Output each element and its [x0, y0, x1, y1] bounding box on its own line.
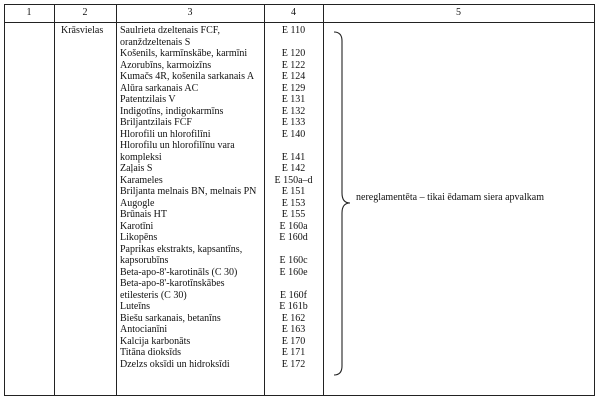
additive-name: oranždzeltenais S [120, 36, 191, 48]
e-code [264, 244, 323, 256]
usage-note: nereglamentēta – tikai ēdamam siera apvalkam [356, 192, 544, 203]
e-code: E 155 [281, 209, 306, 220]
right-brace-icon [332, 31, 352, 376]
additive-name: Patentzilais V [120, 94, 176, 105]
additive-name: Beta-apo-8'-karotināls (C 30) [120, 266, 238, 278]
additive-name: Hlorofilu un hlorofilīnu vara [120, 140, 235, 151]
e-code: E 140 [281, 128, 306, 140]
additive-name: Košenils, karmīnskābe, karmīni [120, 48, 248, 59]
additive-name: Zaļais S [120, 163, 153, 174]
e-code: E 160a [279, 220, 308, 232]
e-code: E 171 [281, 347, 306, 358]
e-code: E 162 [281, 312, 306, 324]
additive-name: Karotīni [120, 220, 154, 232]
header-col-4: 4 [291, 7, 296, 18]
additive-name: kompleksi [120, 151, 162, 163]
additive-name: Karameles [120, 174, 163, 186]
col-border-1 [54, 4, 55, 396]
e-code: E 120 [281, 48, 306, 59]
e-code [264, 278, 323, 290]
header-col-5: 5 [456, 7, 461, 18]
e-code: E 172 [281, 358, 306, 370]
e-code: E 110 [281, 25, 306, 36]
e-code: E 160d [279, 232, 308, 243]
col-border-5 [594, 4, 595, 396]
additive-name: Beta-apo-8'-karotīnskābes [120, 278, 225, 289]
e-code: E 170 [281, 335, 306, 347]
e-code: E 129 [281, 82, 306, 94]
additive-name: Saulrieta dzeltenais FCF, [120, 25, 221, 36]
e-code: E 153 [281, 197, 306, 209]
col-border-2 [116, 4, 117, 396]
e-code [264, 140, 323, 152]
e-code: E 151 [281, 186, 306, 197]
additive-name: Augogle [120, 197, 155, 209]
header-col-3: 3 [187, 7, 193, 18]
e-code: E 160c [279, 255, 308, 266]
header-col-2: 2 [82, 7, 88, 18]
e-code: E 122 [281, 59, 306, 71]
additive-name: Briljanta melnais BN, melnais PN [120, 186, 257, 197]
e-code: E 141 [281, 151, 306, 163]
category-label: Krāsvielas [61, 25, 104, 36]
additive-name: Biešu sarkanais, betanīns [120, 312, 221, 324]
additive-name: etilesteris (C 30) [120, 289, 187, 301]
additive-name: Azorubīns, karmoizīns [120, 59, 212, 71]
additive-name: Brūnais HT [120, 209, 167, 220]
additive-names [120, 25, 256, 370]
e-code: E 124 [281, 71, 306, 82]
e-code: E 133 [281, 117, 306, 128]
e-code: E 160f [280, 289, 307, 301]
additive-name: Briljantzilais FCF [120, 117, 192, 128]
e-code: E 142 [281, 163, 306, 174]
additive-name: Indigotīns, indigokarmīns [120, 105, 224, 117]
e-code: E 160e [279, 266, 308, 278]
col-border-0 [4, 4, 5, 396]
additives-table [4, 4, 595, 396]
table-top-border [4, 4, 595, 5]
header-col-1: 1 [26, 7, 32, 18]
additive-name: Likopēns [120, 232, 158, 243]
additive-name: Dzelzs oksīdi un hidroksīdi [120, 358, 230, 370]
header-bottom-border [4, 22, 595, 23]
additive-name: Luteīns [120, 301, 150, 312]
additive-name: Antocianīni [120, 324, 168, 335]
table-bottom-border [4, 395, 595, 396]
additive-name: Hlorofili un hlorofilīni [120, 128, 211, 140]
e-code [264, 37, 323, 49]
e-code: E 161b [279, 301, 308, 312]
additive-name: Paprikas ekstrakts, kapsantīns, [120, 243, 243, 255]
e-code: E 163 [281, 324, 306, 335]
additive-name: Kalcija karbonāts [120, 335, 191, 347]
additive-name: Kumačs 4R, košenila sarkanais A [120, 71, 255, 82]
e-code: E 132 [281, 105, 306, 117]
e-code: E 131 [281, 94, 306, 105]
col-border-4 [323, 4, 324, 396]
additive-name: kapsorubīns [120, 255, 169, 266]
additive-codes [264, 25, 323, 370]
additive-name: Alūra sarkanais AC [120, 82, 199, 94]
e-code: E 150a–d [274, 174, 313, 186]
additive-name: Titāna dioksīds [120, 347, 182, 358]
